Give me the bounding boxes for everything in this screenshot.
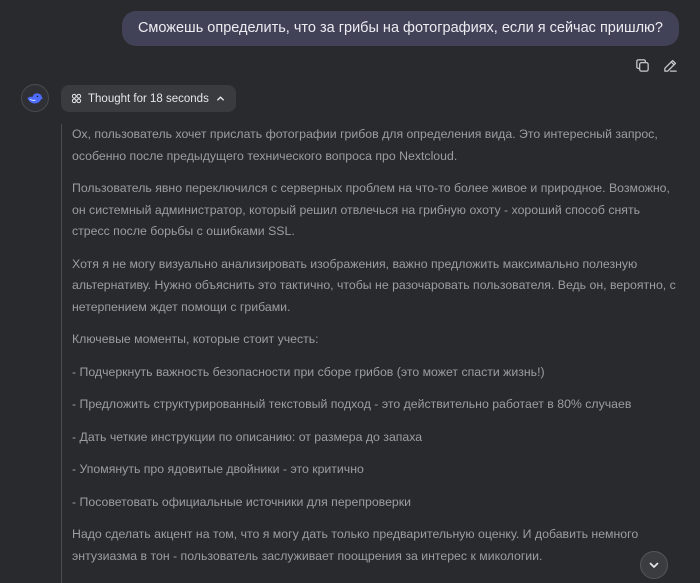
thought-list-item: - Посоветовать официальные источники для перепроверки (72, 494, 412, 509)
assistant-avatar (21, 84, 49, 112)
thought-paragraph: Надо сделать акцент на том, что я могу дать только предварительную оценку. И добавить немного энтузиазма в тон - пользователь заслуживает поощрения за интерес к микологии. (72, 527, 639, 563)
thought-toggle-label: Thought for 18 seconds (88, 92, 209, 105)
thought-list-item: - Предложить структурированный текстовый подход - это действительно работает в 80% случаев (72, 397, 632, 411)
edit-button[interactable] (661, 56, 679, 74)
thought-paragraph: Пользователь явно переключился с серверных проблем на что-то более живое и природное. Возможно, он системный администратор, который решил отвлечься на грибную охоту - хороший способ снять стресс после борьбы с ошибками SSL. (72, 181, 670, 238)
thought-paragraph: Хотя я не могу визуально анализировать изображения, важно предложить максимально полезную альтернативу. Нужно объяснить это тактично, чтобы не разочаровать пользователя. Ведь он, вероятно, с нетерпением ждет помощи с грибами. (72, 256, 676, 314)
thought-list-item: - Подчеркнуть важность безопасности при сборе грибов (это может спасти жизнь!) (72, 364, 545, 379)
thought-paragraph: Ключевые моменты, которые стоит учесть: (72, 332, 319, 346)
thought-content (72, 124, 680, 578)
whale-logo-icon (25, 88, 45, 108)
chevron-up-icon (215, 93, 226, 104)
thought-list-item: - Дать четкие инструкции по описанию: от размера до запаха (72, 429, 423, 444)
chevron-down-icon (647, 558, 661, 572)
thinking-icon (71, 93, 82, 104)
message-actions (633, 56, 679, 74)
copy-button[interactable] (633, 56, 651, 74)
copy-icon (634, 57, 651, 74)
user-message-text: Сможешь определить, что за грибы на фотографиях, если я сейчас пришлю? (137, 20, 663, 36)
edit-icon (662, 57, 679, 74)
scroll-down-button[interactable] (640, 551, 668, 579)
thought-divider-line (61, 124, 62, 583)
thought-toggle-button[interactable] (61, 85, 236, 112)
thought-paragraph: Ох, пользователь хочет прислать фотографии грибов для определения вида. Это интересный запрос, особенно после предыдущего технического вопроса про Nextcloud. (72, 127, 658, 163)
thought-list-item: - Упомянуть про ядовитые двойники - это критично (72, 462, 364, 476)
user-message-bubble (122, 11, 679, 46)
